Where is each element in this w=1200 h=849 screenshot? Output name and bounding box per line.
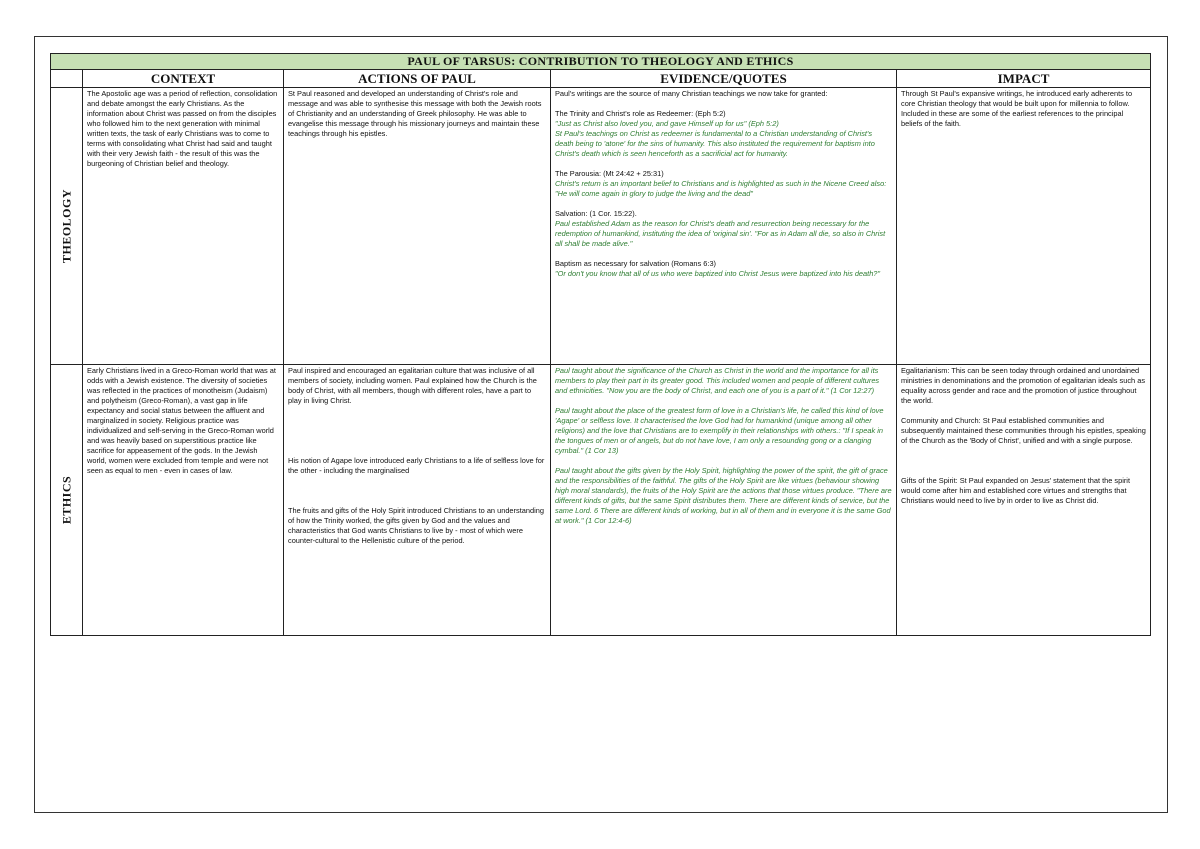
theology-row (51, 88, 1151, 365)
theology-evidence (551, 88, 897, 365)
ethics-impact-1: Egalitarianism: This can be seen today through ordained and unordained ministries in denominations and the promotion of egalitarian ideals such as equality across gender and race and the promotion of justice throughout the world. (901, 366, 1146, 405)
theology-actions (284, 88, 551, 365)
baptism-quote: "Or don't you know that all of us who were baptized into Christ Jesus were baptized into his death?" (555, 269, 881, 278)
ethics-evidence (551, 365, 897, 636)
title-row (51, 54, 1151, 70)
ethics-action-3: The fruits and gifts of the Holy Spirit introduced Christians to an understanding of how the Trinity worked, the gifts given by God and the values and characteristics that God wants Christians to live by - most of which were counter-cultural to the Hellenistic culture of the period. (288, 506, 544, 545)
trinity-quote: "Just as Christ also loved you, and gave Himself up for us" (Eph 5:2) (555, 119, 779, 128)
ethics-action-2: His notion of Agape love introduced early Christians to a life of selfless love for the other - including the marginalised (288, 456, 545, 475)
ethics-evidence-2: Paul taught about the place of the greatest form of love in a Christian's life, he called this kind of love 'Agape' or selfless love. It characterised the love God had for humankind (unique among all other religions) and the love that Christians are to exemplify in their relationships with others.: "If I speak in the tongues of men or of angels, but do not have love, I am only a resounding gong or a clanging cymbal." (1 Cor 13) (555, 406, 884, 455)
ethics-action-1: Paul inspired and encouraged an egalitarian culture that was inclusive of all members of society, including women. Paul explained how the Church is the body of Christ, with all members, though with different roles, have a part to play in living Christ. (288, 366, 537, 405)
ethics-impact-2: Community and Church: St Paul established communities and subsequently maintained these communities through his epistles, speaking of the Church as the 'Body of Christ', unified and with a single purpose. (901, 416, 1146, 445)
theology-context (83, 88, 284, 365)
ethics-actions (284, 365, 551, 636)
ethics-impact-3: Gifts of the Spirit: St Paul expanded on Jesus' statement that the spirit would come after him and established core virtues and strengths that Christians would need to live by in order to live as Christ did. (901, 476, 1131, 505)
header-impact: IMPACT (897, 70, 1151, 88)
header-row (51, 70, 1151, 88)
header-evidence: EVIDENCE/QUOTES (551, 70, 897, 88)
ethics-evidence-3: Paul taught about the gifts given by the Holy Spirit, highlighting the power of the spirit, the gift of grace and the responsibilities of the faithful. The gifts of the Holy Spirit are like virtues (behaviour showing high moral standards), the fruits of the Holy Spirit are the actions that those virtues produce. "There are different kinds of gifts, but the same Spirit distributes them. There are different kinds of service, but the same Lord. 6 There are different kinds of working, but in all of them and in everyone it is the same God at work." (1 Cor 12:4-6) (555, 466, 892, 525)
trinity-heading: The Trinity and Christ's role as Redeemer: (Eph 5:2) (555, 109, 726, 118)
header-context: CONTEXT (83, 70, 284, 88)
theology-context-text: The Apostolic age was a period of reflection, consolidation and debate amongst the early Christians. As the information about Christ was passed on from the disciples who followed him to the next generation with minimal written texts, the task of early Christians was to come to terms with consolidating what Christ had said and taught with their very Jewish faith - the result of this was the burgeoning of Christian belief and theology. (87, 89, 278, 168)
ethics-row (51, 365, 1151, 636)
salvation-heading: Salvation: (1 Cor. 15:22). (555, 209, 637, 218)
theology-side-cell (51, 88, 83, 365)
ethics-context-text: Early Christians lived in a Greco-Roman world that was at odds with a Jewish existence. The diversity of societies was reflected in the practices of monotheism (Judaism) and polytheism (Greco-Roman), a vast gap in life expectancy and social status between the affluent and marginalized in society. Religious practice was individualized and self-serving in the Greco-Roman world and was heavily based on superstitious practice like sacrifice for appeasement of the gods. In the Jewish world, women were excluded from temple and were not seen as equal to men - even in cases of law. (87, 366, 276, 475)
parousia-note: Christ's return is an important belief to Christians and is highlighted as such in the Nicene Creed also: "He will come again in glory to judge the living and the dead" (555, 179, 887, 198)
ethics-side-cell (51, 365, 83, 636)
ethics-impact (897, 365, 1151, 636)
corner-cell (51, 70, 83, 88)
header-actions: ACTIONS OF PAUL (284, 70, 551, 88)
theology-impact (897, 88, 1151, 365)
ethics-label: ETHICS (59, 475, 73, 525)
baptism-heading: Baptism as necessary for salvation (Romans 6:3) (555, 259, 717, 268)
contribution-table (50, 53, 1151, 636)
theology-label: THEOLOGY (59, 188, 73, 264)
salvation-note: Paul established Adam as the reason for Christ's death and resurrection being necessary for the redemption of humankind, instituting the idea of 'original sin'. "For as in Adam all die, so also in Christ all shall be made alive." (555, 219, 886, 248)
parousia-heading: The Parousia: (Mt 24:42 + 25:31) (555, 169, 664, 178)
evidence-intro: Paul's writings are the source of many Christian teachings we now take for granted: (555, 89, 828, 98)
ethics-context (83, 365, 284, 636)
table-title: PAUL OF TARSUS: CONTRIBUTION TO THEOLOGY AND ETHICS (51, 54, 1151, 70)
ethics-evidence-1: Paul taught about the significance of the Church as Christ in the world and the importance for all its members to play their part in its greater good. This included women and people of different cultures and ethnicities. "Now you are the body of Christ, and each one of you is a part of it." (1 Cor 12:27) (555, 366, 880, 395)
trinity-note: St Paul's teachings on Christ as redeemer is fundamental to a Christian understanding of Christ's death being to 'atone' for the sins of humanity. This also instituted the requirement for baptism into Christ's death which is seen henceforth as a sacrificial act for humanity. (555, 129, 875, 158)
theology-impact-text: Through St Paul's expansive writings, he introduced early adherents to core Christian theology that would be built upon for millennia to follow. Included in these are some of the earliest references to the principal beliefs of the faith. (901, 89, 1133, 128)
theology-actions-text: St Paul reasoned and developed an understanding of Christ's role and message and was able to synthesise this message with both the Jewish roots of Christianity and an understanding of Greek philosophy. He was able to evangelise this message through his missionary journeys and maintain these teachings through his epistles. (288, 89, 542, 138)
